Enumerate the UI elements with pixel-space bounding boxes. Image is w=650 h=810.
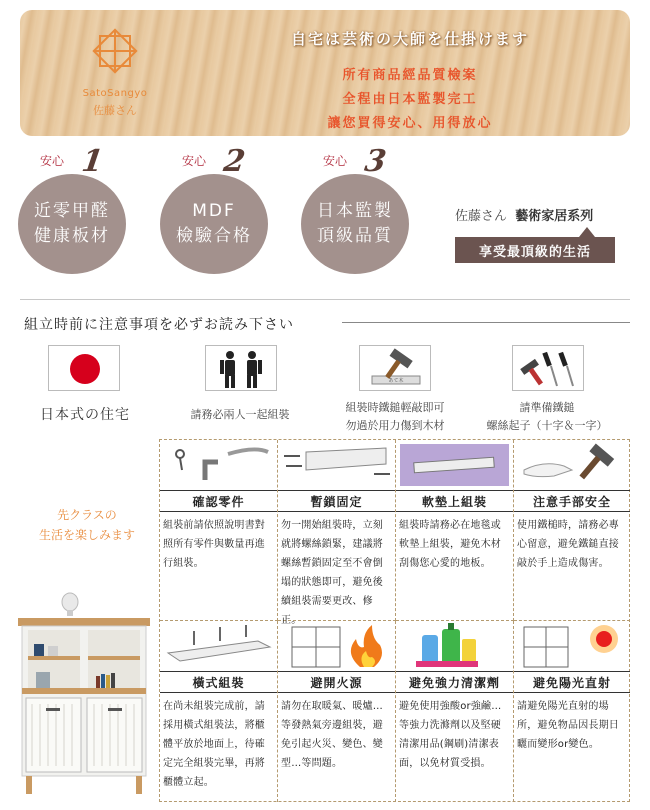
step-body: 組裝前請依照說明書對照所有零件與數量再進行組裝。 (163, 520, 265, 569)
notice-caption-line: 螺絲起子（十字＆一字） (486, 418, 608, 432)
feature-tag: 安心 (40, 154, 65, 168)
step-body: 避免使用強酸or強鹼…等強力洗滌劑以及堅硬清潔用品(鋼刷)清潔表面，以免材質受損。 (399, 701, 502, 769)
divider (20, 299, 630, 300)
detergent-icon (396, 621, 513, 671)
step-card (514, 440, 630, 621)
step-title: 暫鎖固定 (278, 490, 395, 512)
step-body: 使用鐵槌時，請務必專心留意，避免鐵鎚直接敲於手上造成傷害。 (517, 520, 619, 569)
parts-icon (160, 440, 277, 490)
two-people-icon (205, 345, 277, 391)
logo-icon (90, 26, 140, 76)
banner-line: 所有商品經品質檢案 (342, 68, 478, 83)
svg-text:あて木: あて木 (388, 378, 404, 384)
logo-text-en: SatoSangyo (82, 88, 148, 99)
banner-title: 自宅は芸術の大師を仕掛けます (290, 30, 529, 48)
feature-tag: 安心 (182, 154, 207, 168)
hand-hammer-icon (514, 440, 630, 490)
feature-line: 日本監製 (317, 201, 393, 222)
brand-series: 藝術家居系列 (515, 209, 594, 224)
feature-circle (301, 174, 409, 274)
notice-caption-line: 組裝時鐵鎚輕敲即可 (345, 401, 445, 414)
side-note-line: 先クラスの (57, 508, 117, 522)
divider (342, 322, 630, 323)
japan-flag-icon (48, 345, 120, 391)
feature-tag: 安心 (323, 154, 348, 168)
step-title: 避開火源 (278, 671, 395, 693)
hammer-tap-icon (359, 345, 431, 391)
feature-2 (160, 144, 286, 272)
step-body: 組裝時請務必在地毯或軟墊上組裝，避免木材刮傷您心愛的地板。 (399, 520, 501, 569)
header-banner (20, 10, 630, 136)
feature-line: 健康板材 (34, 226, 110, 246)
feature-1 (18, 144, 144, 272)
step-title: 確認零件 (160, 490, 277, 512)
step-title: 注意手部安全 (514, 490, 630, 512)
section-title: 組立時前に注意事項を必ずお読み下さい (24, 317, 294, 333)
brand-slogan-badge: 享受最頂級的生活 (455, 237, 615, 263)
step-card (160, 440, 278, 621)
side-note (22, 505, 152, 546)
feature-line: MDF (192, 201, 236, 222)
step-card (396, 621, 514, 802)
flat-board-icon (160, 621, 277, 671)
step-card (514, 621, 630, 802)
step-card (396, 440, 514, 621)
fire-icon (278, 621, 395, 671)
feature-circle (18, 174, 126, 274)
step-body: 勿一開始組裝時，立刻就將螺絲鎖緊，建議將螺絲暫鎖固定至不會倒塌的狀態即可，避免後續組裝需要更改、修正。 (281, 520, 383, 626)
step-title: 橫式組裝 (160, 671, 277, 693)
notice-caption: 日本式の住宅 (40, 407, 130, 423)
step-title: 軟墊上組裝 (396, 490, 513, 512)
side-note-line: 生活を楽しみます (38, 528, 135, 543)
step-body: 請避免陽光直射的場所，避免物品因長期日曬而變形or變色。 (517, 701, 619, 750)
banner-line: 全程由日本監製完工 (342, 92, 478, 107)
assembly-steps-grid (159, 439, 630, 802)
tools-icon (512, 345, 584, 391)
step-body: 在尚未組裝完成前，請採用橫式組裝法，將櫃體平放於地面上，待確定完全組裝完畢，再將櫃體立起。 (163, 701, 265, 788)
step-title: 避免陽光直射 (514, 671, 630, 693)
step-body: 請勿在取暖氣、暖爐…等發熱氣旁邊組裝，避免引起火災、變色、變型…等問題。 (281, 701, 383, 769)
feature-line: 檢驗合格 (176, 226, 252, 246)
notice-caption (330, 399, 460, 434)
feature-line: 近零甲醛 (34, 201, 110, 222)
cabinet-image (18, 588, 150, 794)
logo-text-jp: 佐藤さん (93, 104, 137, 117)
notice-caption-line: 勿過於用力傷到木材 (345, 418, 445, 432)
sun-icon (514, 621, 630, 671)
notice-caption (472, 399, 622, 434)
soft-mat-icon (396, 440, 513, 490)
feature-number: 1 (79, 144, 106, 179)
notice-caption: 請務必兩人一起組裝 (190, 408, 290, 421)
feature-line: 頂級品質 (317, 226, 393, 246)
brand-name: 佐藤さん (455, 209, 508, 224)
feature-number: 2 (221, 144, 248, 179)
step-title: 避免強力清潔劑 (396, 671, 513, 693)
step-card (278, 621, 396, 802)
feature-circle (160, 174, 268, 274)
screws-board-icon (278, 440, 395, 490)
feature-3 (301, 144, 427, 272)
feature-number: 3 (362, 144, 389, 179)
step-card (278, 440, 396, 626)
step-card (160, 621, 278, 802)
banner-line: 讓您買得安心、用得放心 (327, 116, 493, 131)
brand-line (455, 205, 593, 224)
notice-caption-line: 請準備鐵鎚 (519, 401, 575, 414)
